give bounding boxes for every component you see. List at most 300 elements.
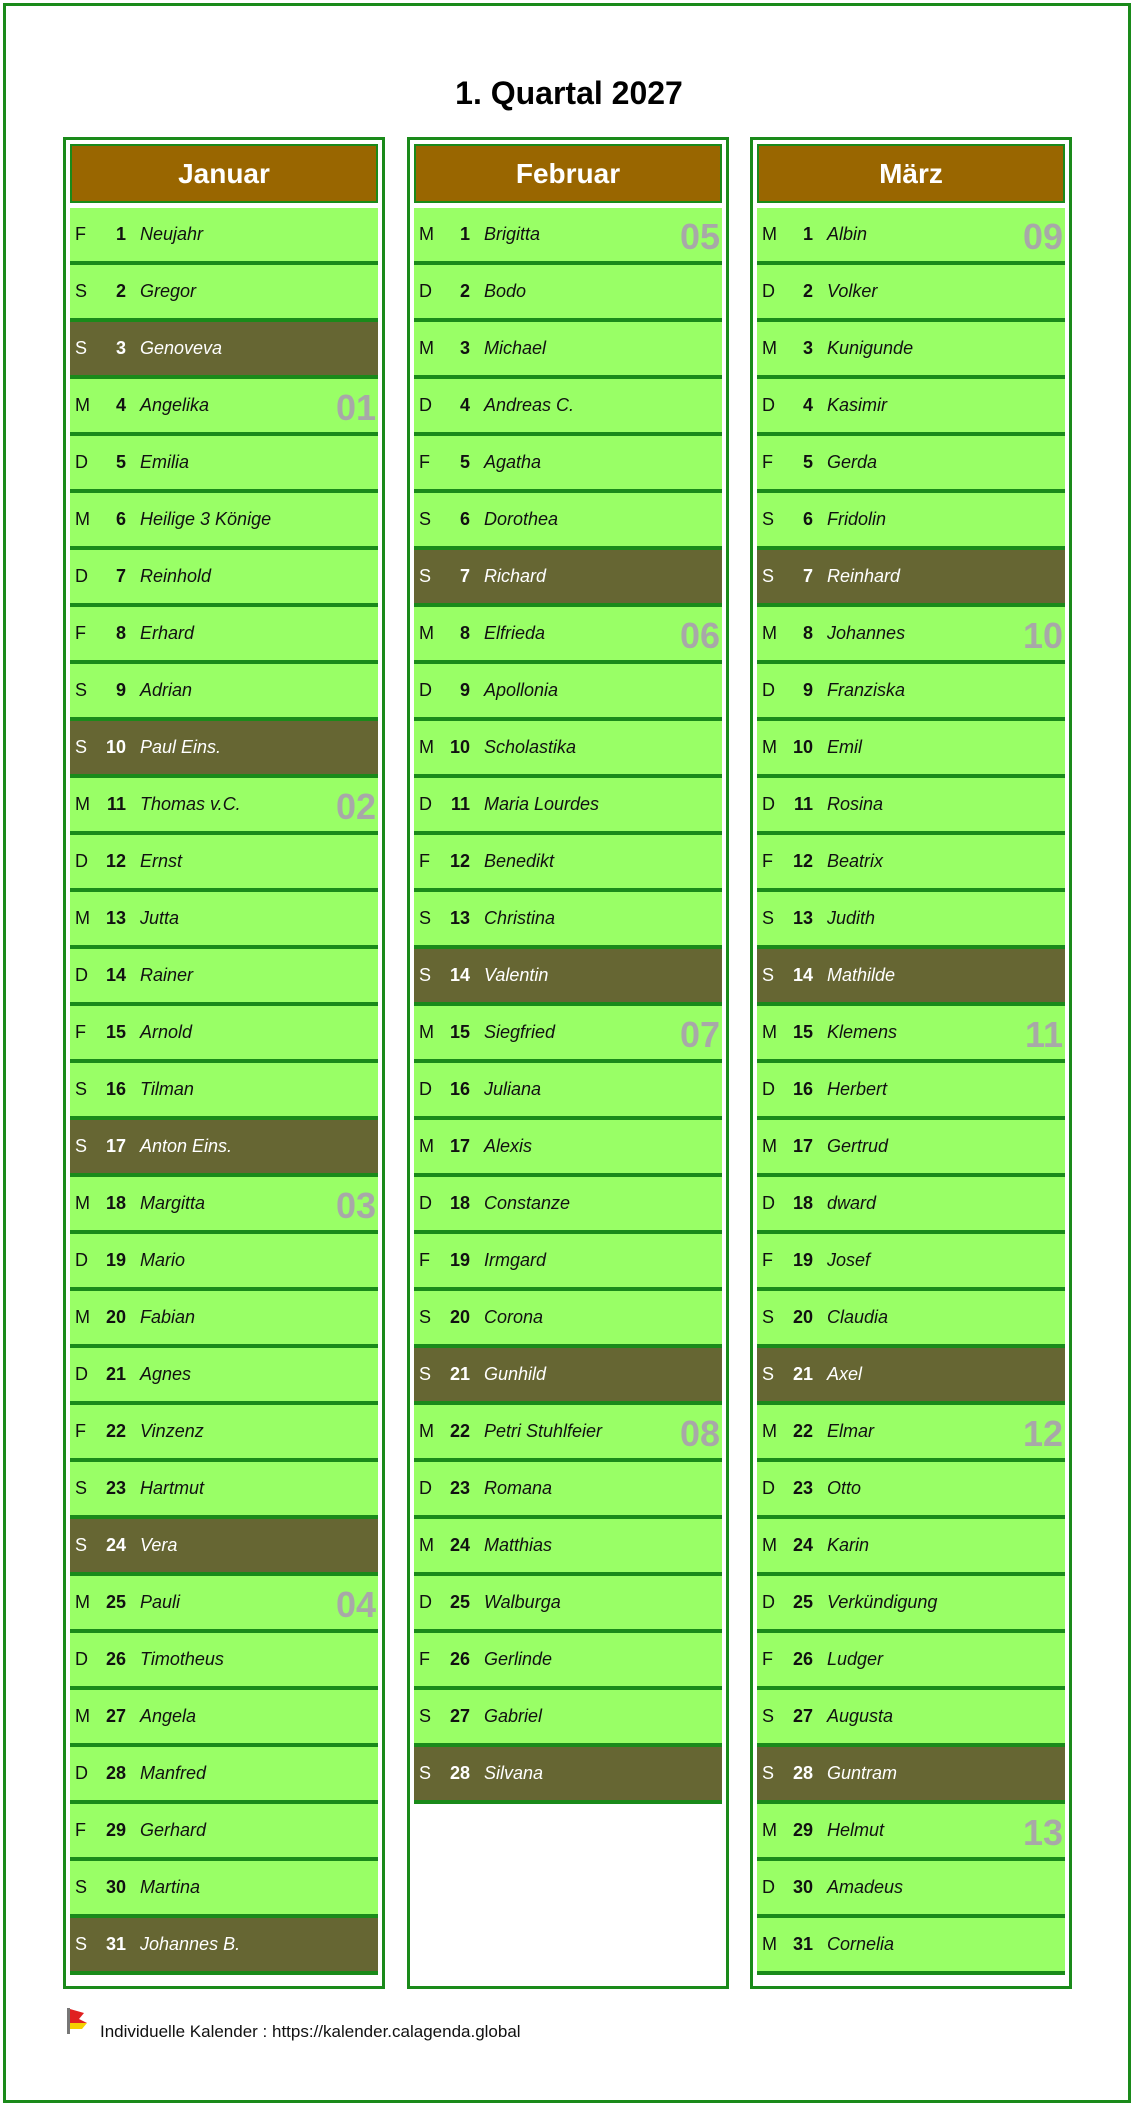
day-number: 3	[459, 338, 470, 358]
weekday-abbrev: S	[762, 1706, 775, 1726]
day-row	[414, 265, 722, 322]
weekday-abbrev: S	[762, 566, 775, 586]
day-row	[70, 1006, 378, 1063]
day-number: 24	[449, 1535, 470, 1555]
weekday-abbrev: M	[762, 1136, 777, 1156]
weekday-abbrev: S	[75, 680, 88, 700]
weekday-abbrev: S	[75, 1877, 88, 1897]
day-number: 10	[105, 737, 126, 757]
day-row	[70, 1405, 378, 1462]
weekday-abbrev: S	[75, 1478, 88, 1498]
day-number: 7	[459, 566, 470, 586]
name-day: Amadeus	[827, 1877, 904, 1897]
day-number: 22	[792, 1421, 813, 1441]
weekday-abbrev: D	[762, 1592, 775, 1612]
day-row	[414, 1063, 722, 1120]
day-number: 23	[792, 1478, 813, 1498]
weekday-abbrev: S	[762, 1763, 775, 1783]
name-day: Dorothea	[484, 509, 559, 529]
day-row	[757, 1633, 1065, 1690]
day-number: 6	[802, 509, 813, 529]
weekday-abbrev: M	[75, 1592, 90, 1612]
weekday-abbrev: D	[762, 395, 775, 415]
day-row	[414, 436, 722, 493]
weekday-abbrev: D	[762, 281, 775, 301]
name-day: Irmgard	[484, 1250, 547, 1270]
day-row	[414, 607, 722, 664]
day-number: 20	[449, 1307, 470, 1327]
weekday-abbrev: F	[419, 1649, 430, 1669]
name-day: Silvana	[484, 1763, 544, 1783]
day-number: 10	[792, 737, 813, 757]
day-number: 30	[105, 1877, 126, 1897]
day-number: 15	[792, 1022, 813, 1042]
weekday-abbrev: F	[75, 1421, 86, 1441]
name-day: Elmar	[827, 1421, 875, 1441]
name-day: Siegfried	[484, 1022, 556, 1042]
day-number: 13	[105, 908, 126, 928]
weekday-abbrev: D	[419, 1592, 432, 1612]
name-day: Kasimir	[827, 395, 888, 415]
day-row	[70, 1576, 378, 1633]
day-number: 17	[449, 1136, 470, 1156]
week-number: 09	[1022, 216, 1063, 257]
name-day: Matthias	[484, 1535, 553, 1555]
day-row-weekend	[70, 721, 378, 778]
name-day: Helmut	[827, 1820, 885, 1840]
day-number: 6	[115, 509, 126, 529]
name-day: Margitta	[140, 1193, 206, 1213]
name-day: Rainer	[140, 965, 194, 985]
day-row	[757, 1690, 1065, 1747]
day-row	[414, 1633, 722, 1690]
day-number: 2	[459, 281, 470, 301]
weekday-abbrev: M	[75, 908, 90, 928]
name-day: dward	[827, 1193, 877, 1213]
weekday-abbrev: S	[762, 509, 775, 529]
name-day: Fabian	[140, 1307, 196, 1327]
weekday-abbrev: D	[419, 1193, 432, 1213]
day-row-weekend	[70, 1519, 378, 1576]
name-day: Tilman	[140, 1079, 194, 1099]
name-day: Constanze	[484, 1193, 571, 1213]
name-day: Klemens	[827, 1022, 898, 1042]
day-row	[757, 892, 1065, 949]
day-row	[70, 778, 378, 835]
name-day: Christina	[484, 908, 556, 928]
name-day: Gunhild	[484, 1364, 547, 1384]
day-row	[757, 1804, 1065, 1861]
name-day: Paul Eins.	[140, 737, 222, 757]
week-number: 11	[1024, 1014, 1063, 1055]
day-row	[70, 664, 378, 721]
day-row	[414, 493, 722, 550]
day-number: 5	[802, 452, 813, 472]
day-row	[414, 664, 722, 721]
name-day: Romana	[484, 1478, 553, 1498]
week-number: 08	[679, 1413, 720, 1454]
day-number: 19	[105, 1250, 126, 1270]
day-number: 9	[459, 680, 470, 700]
weekday-abbrev: D	[762, 794, 775, 814]
name-day: Maria Lourdes	[484, 794, 600, 814]
name-day: Ernst	[140, 851, 183, 871]
day-row	[757, 436, 1065, 493]
day-number: 26	[792, 1649, 813, 1669]
day-row	[414, 1177, 722, 1234]
day-row	[414, 892, 722, 949]
weekday-abbrev: M	[419, 737, 434, 757]
name-day: Gregor	[140, 281, 197, 301]
weekday-abbrev: D	[75, 566, 88, 586]
weekday-abbrev: S	[75, 338, 88, 358]
day-row	[757, 379, 1065, 436]
name-day: Franziska	[827, 680, 906, 700]
weekday-abbrev: M	[762, 1022, 777, 1042]
weekday-abbrev: S	[419, 965, 432, 985]
weekday-abbrev: S	[75, 1934, 88, 1954]
day-row	[70, 493, 378, 550]
day-row	[70, 1861, 378, 1918]
weekday-abbrev: M	[75, 1307, 90, 1327]
day-row	[70, 892, 378, 949]
day-number: 30	[792, 1877, 813, 1897]
day-number: 15	[449, 1022, 470, 1042]
weekday-abbrev: S	[419, 1763, 432, 1783]
name-day: Augusta	[827, 1706, 894, 1726]
weekday-abbrev: D	[75, 1763, 88, 1783]
day-number: 11	[106, 794, 126, 814]
day-number: 27	[105, 1706, 126, 1726]
weekday-abbrev: D	[419, 794, 432, 814]
name-day: Reinhold	[140, 566, 212, 586]
weekday-abbrev: D	[419, 1478, 432, 1498]
weekday-abbrev: M	[75, 395, 90, 415]
day-row	[757, 1120, 1065, 1177]
day-number: 5	[459, 452, 470, 472]
name-day: Emil	[827, 737, 862, 757]
name-day: Johannes	[827, 623, 906, 643]
day-row	[414, 1120, 722, 1177]
weekday-abbrev: F	[762, 1649, 773, 1669]
weekday-abbrev: M	[75, 509, 90, 529]
day-row	[414, 1405, 722, 1462]
month-header: Februar	[414, 144, 722, 203]
day-number: 17	[105, 1136, 126, 1156]
day-number: 1	[802, 224, 813, 244]
name-day: Pauli	[140, 1592, 181, 1612]
name-day: Guntram	[827, 1763, 898, 1783]
day-row	[70, 1747, 378, 1804]
name-day: Andreas C.	[484, 395, 575, 415]
day-row	[70, 379, 378, 436]
week-number: 03	[335, 1185, 376, 1226]
day-number: 8	[115, 623, 126, 643]
weekday-abbrev: M	[419, 224, 434, 244]
name-day: Juliana	[484, 1079, 542, 1099]
day-number: 4	[115, 395, 126, 415]
day-row-weekend	[70, 1120, 378, 1177]
month-header: März	[757, 144, 1065, 203]
day-list	[414, 208, 722, 1804]
name-day: Alexis	[484, 1136, 533, 1156]
name-day: Agnes	[140, 1364, 192, 1384]
weekday-abbrev: M	[762, 1934, 777, 1954]
name-day: Michael	[484, 338, 547, 358]
day-row	[414, 379, 722, 436]
name-day: Heilige 3 Könige	[140, 509, 272, 529]
day-row-weekend	[70, 1918, 378, 1975]
day-number: 9	[802, 680, 813, 700]
day-number: 29	[105, 1820, 126, 1840]
name-day: Thomas v.C.	[140, 794, 241, 814]
day-number: 21	[792, 1364, 813, 1384]
month-column-februar	[407, 137, 729, 1989]
name-day: Albin	[827, 224, 868, 244]
day-number: 14	[792, 965, 813, 985]
day-number: 13	[792, 908, 813, 928]
day-number: 3	[115, 338, 126, 358]
name-day: Vinzenz	[140, 1421, 204, 1441]
weekday-abbrev: S	[419, 1307, 432, 1327]
name-day: Karin	[827, 1535, 870, 1555]
day-row	[757, 778, 1065, 835]
day-row	[757, 265, 1065, 322]
weekday-abbrev: F	[419, 1250, 430, 1270]
day-row	[70, 265, 378, 322]
day-row	[757, 1576, 1065, 1633]
day-row	[757, 721, 1065, 778]
weekday-abbrev: M	[419, 1022, 434, 1042]
name-day: Petri Stuhlfeier	[484, 1421, 603, 1441]
page-title: 1. Quartal 2027	[455, 75, 683, 111]
day-number: 21	[105, 1364, 126, 1384]
weekday-abbrev: F	[75, 623, 86, 643]
day-row	[757, 493, 1065, 550]
name-day: Timotheus	[140, 1649, 224, 1669]
day-row-weekend	[757, 550, 1065, 607]
name-day: Anton Eins.	[140, 1136, 233, 1156]
day-row	[757, 1918, 1065, 1975]
name-day: Gerda	[827, 452, 878, 472]
weekday-abbrev: D	[75, 1364, 88, 1384]
day-row	[757, 607, 1065, 664]
day-number: 18	[792, 1193, 813, 1213]
day-number: 14	[449, 965, 470, 985]
day-number: 11	[793, 794, 813, 814]
weekday-abbrev: F	[419, 851, 430, 871]
weekday-abbrev: S	[419, 1364, 432, 1384]
day-number: 6	[459, 509, 470, 529]
day-row	[414, 778, 722, 835]
day-number: 1	[115, 224, 126, 244]
weekday-abbrev: D	[75, 1649, 88, 1669]
month-column-maerz	[750, 137, 1072, 1989]
weekday-abbrev: D	[419, 680, 432, 700]
name-day: Adrian	[140, 680, 193, 700]
name-day: Valentin	[484, 965, 549, 985]
day-row	[414, 208, 722, 265]
day-number: 28	[105, 1763, 126, 1783]
name-day: Volker	[827, 281, 878, 301]
name-day: Arnold	[140, 1022, 193, 1042]
day-row	[414, 721, 722, 778]
day-row-weekend	[414, 550, 722, 607]
weekday-abbrev: M	[762, 737, 777, 757]
day-number: 19	[449, 1250, 470, 1270]
weekday-abbrev: S	[419, 1706, 432, 1726]
day-row	[757, 322, 1065, 379]
day-number: 20	[105, 1307, 126, 1327]
name-day: Kunigunde	[827, 338, 914, 358]
weekday-abbrev: D	[419, 395, 432, 415]
day-number: 3	[802, 338, 813, 358]
day-number: 4	[802, 395, 813, 415]
name-day: Neujahr	[140, 224, 204, 244]
day-row	[70, 1462, 378, 1519]
week-number: 04	[335, 1584, 376, 1625]
name-day: Brigitta	[484, 224, 541, 244]
day-number: 12	[792, 851, 813, 871]
calendar-flag-icon	[67, 2008, 89, 2034]
name-day: Otto	[827, 1478, 862, 1498]
day-number: 24	[792, 1535, 813, 1555]
weekday-abbrev: M	[762, 224, 777, 244]
weekday-abbrev: D	[75, 1250, 88, 1270]
name-day: Corona	[484, 1307, 544, 1327]
day-row	[414, 1576, 722, 1633]
day-row	[414, 1519, 722, 1576]
weekday-abbrev: M	[419, 1136, 434, 1156]
weekday-abbrev: S	[419, 908, 432, 928]
day-number: 12	[449, 851, 470, 871]
day-row	[757, 1063, 1065, 1120]
day-row	[70, 550, 378, 607]
week-number: 05	[679, 216, 720, 257]
day-number: 12	[105, 851, 126, 871]
day-number: 17	[792, 1136, 813, 1156]
weekday-abbrev: S	[75, 1136, 88, 1156]
weekday-abbrev: M	[419, 1535, 434, 1555]
month-column-januar	[63, 137, 385, 1989]
day-row	[70, 1804, 378, 1861]
day-row	[757, 1519, 1065, 1576]
weekday-abbrev: M	[419, 623, 434, 643]
weekday-abbrev: M	[762, 1421, 777, 1441]
day-row	[70, 1177, 378, 1234]
day-number: 5	[115, 452, 126, 472]
name-day: Emilia	[140, 452, 190, 472]
weekday-abbrev: F	[762, 1250, 773, 1270]
weekday-abbrev: D	[75, 965, 88, 985]
month-header: Januar	[70, 144, 378, 203]
day-number: 11	[450, 794, 470, 814]
weekday-abbrev: S	[75, 281, 88, 301]
day-row	[70, 1690, 378, 1747]
day-row	[757, 835, 1065, 892]
name-day: Judith	[827, 908, 876, 928]
name-day: Reinhard	[827, 566, 901, 586]
day-number: 25	[792, 1592, 813, 1612]
day-number: 23	[449, 1478, 470, 1498]
day-number: 22	[449, 1421, 470, 1441]
day-number: 26	[449, 1649, 470, 1669]
day-row-weekend	[70, 322, 378, 379]
weekday-abbrev: S	[419, 509, 432, 529]
name-day: Jutta	[140, 908, 180, 928]
day-list	[757, 208, 1065, 1975]
name-day: Martina	[140, 1877, 201, 1897]
week-number: 13	[1022, 1812, 1063, 1853]
day-number: 18	[449, 1193, 470, 1213]
weekday-abbrev: F	[75, 224, 86, 244]
day-row	[757, 1405, 1065, 1462]
day-row	[414, 1006, 722, 1063]
weekday-abbrev: M	[75, 794, 90, 814]
name-day: Gertrud	[827, 1136, 889, 1156]
week-number: 07	[679, 1014, 720, 1055]
day-number: 25	[449, 1592, 470, 1612]
name-day: Fridolin	[827, 509, 887, 529]
weekday-abbrev: D	[762, 1193, 775, 1213]
weekday-abbrev: S	[762, 1307, 775, 1327]
name-day: Axel	[827, 1364, 863, 1384]
name-day: Bodo	[484, 281, 527, 301]
day-row	[70, 1633, 378, 1690]
day-number: 8	[459, 623, 470, 643]
day-row	[757, 1177, 1065, 1234]
name-day: Manfred	[140, 1763, 207, 1783]
day-row	[70, 1291, 378, 1348]
day-number: 24	[105, 1535, 126, 1555]
day-number: 25	[105, 1592, 126, 1612]
name-day: Agatha	[484, 452, 542, 472]
day-number: 27	[449, 1706, 470, 1726]
day-number: 16	[105, 1079, 126, 1099]
name-day: Elfrieda	[484, 623, 546, 643]
weekday-abbrev: F	[75, 1022, 86, 1042]
weekday-abbrev: S	[762, 908, 775, 928]
weekday-abbrev: M	[75, 1706, 90, 1726]
name-day: Vera	[140, 1535, 178, 1555]
weekday-abbrev: S	[75, 737, 88, 757]
name-day: Gerhard	[140, 1820, 207, 1840]
weekday-abbrev: F	[762, 851, 773, 871]
day-row	[757, 208, 1065, 265]
day-number: 26	[105, 1649, 126, 1669]
day-row-weekend	[414, 1747, 722, 1804]
name-day: Mathilde	[827, 965, 896, 985]
name-day: Richard	[484, 566, 547, 586]
day-row	[70, 1348, 378, 1405]
weekday-abbrev: D	[419, 1079, 432, 1099]
name-day: Herbert	[827, 1079, 888, 1099]
weekday-abbrev: D	[762, 1079, 775, 1099]
name-day: Beatrix	[827, 851, 884, 871]
day-row	[70, 1063, 378, 1120]
weekday-abbrev: S	[762, 965, 775, 985]
weekday-abbrev: F	[75, 1820, 86, 1840]
day-number: 15	[105, 1022, 126, 1042]
weekday-abbrev: D	[762, 1877, 775, 1897]
day-number: 20	[792, 1307, 813, 1327]
name-day: Apollonia	[484, 680, 559, 700]
name-day: Genoveva	[140, 338, 223, 358]
week-number: 06	[679, 615, 720, 656]
day-number: 4	[459, 395, 470, 415]
name-day: Walburga	[484, 1592, 561, 1612]
day-number: 8	[802, 623, 813, 643]
